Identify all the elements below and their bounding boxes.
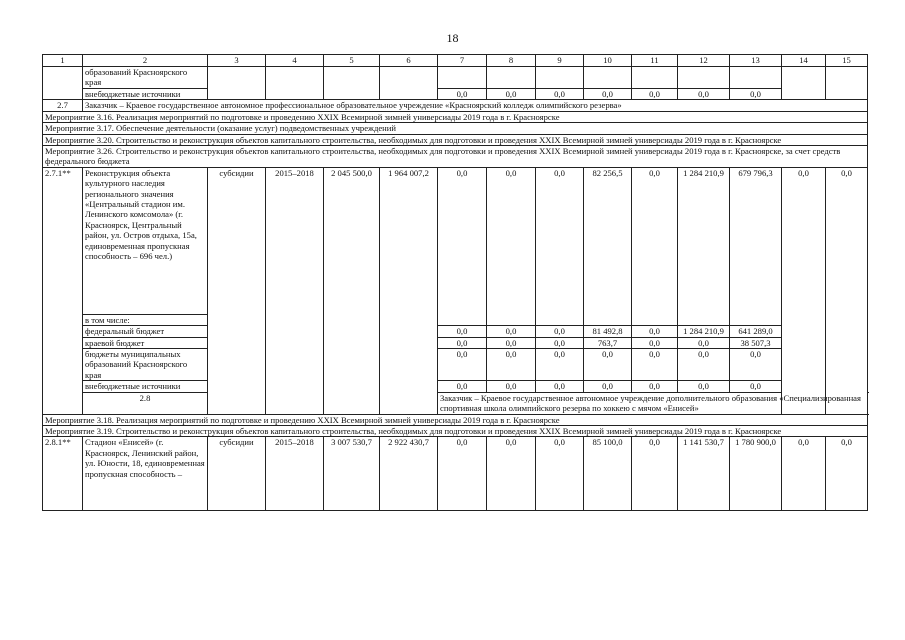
cell-value: 641 289,0 xyxy=(730,326,782,337)
cell-value: 0,0 xyxy=(536,437,584,511)
cell-value: 2 922 430,7 xyxy=(380,437,438,511)
object-row xyxy=(43,437,868,511)
cell-value: 38 507,3 xyxy=(730,337,782,348)
cell-value: 0,0 xyxy=(487,337,536,348)
column-header-row xyxy=(43,55,868,67)
column-header: 10 xyxy=(584,55,632,67)
cell-value: 0,0 xyxy=(536,167,584,314)
cell-value: 0,0 xyxy=(678,381,730,392)
measure-title: Мероприятие 3.17. Обеспечение деятельности (оказание услуг) подведомственных учреждений xyxy=(43,123,868,134)
cell-value: 0,0 xyxy=(536,349,584,381)
cell-value: 1 141 530,7 xyxy=(678,437,730,511)
table-row xyxy=(43,349,868,381)
measure-title: Мероприятие 3.20. Строительство и реконструкция объектов капитального строительства, необходимых для подготовки и проведения XXIX Всемирной зимней универсиады 2019 года в г. Красноярске xyxy=(43,134,868,145)
section-row xyxy=(43,100,868,111)
section-row xyxy=(43,392,868,414)
section-number: 2.8 xyxy=(83,392,208,414)
column-header: 4 xyxy=(266,55,324,67)
cell-value: 0,0 xyxy=(632,326,678,337)
row-label: внебюджетные источники xyxy=(83,381,208,392)
cell-value: 0,0 xyxy=(632,349,678,381)
section-title: Заказчик – Краевое государственное автономное профессиональное образовательное учреждение «Красноярский колледж олимпийского резерва» xyxy=(83,100,868,111)
cell-value: 81 492,8 xyxy=(584,326,632,337)
cell-value: 1 780 900,0 xyxy=(730,437,782,511)
cell-value: 0,0 xyxy=(584,349,632,381)
cell-value: 0,0 xyxy=(487,326,536,337)
cell-value: 0,0 xyxy=(730,349,782,381)
cell-value: 0,0 xyxy=(487,349,536,381)
cell-value: 0,0 xyxy=(487,381,536,392)
cell-value: 1 964 007,2 xyxy=(380,167,438,414)
cell-value: 0,0 xyxy=(584,381,632,392)
column-header: 14 xyxy=(782,55,826,67)
cell-value: 85 100,0 xyxy=(584,437,632,511)
table-row xyxy=(43,89,868,100)
table-row xyxy=(43,381,868,392)
column-header: 3 xyxy=(208,55,266,67)
column-header: 11 xyxy=(632,55,678,67)
measure-row xyxy=(43,425,868,436)
cell-value: 0,0 xyxy=(536,89,584,100)
cell-value: 0,0 xyxy=(438,381,487,392)
cell-value: 3 007 530,7 xyxy=(324,437,380,511)
cell-value: 0,0 xyxy=(536,381,584,392)
funding-type: субсидии xyxy=(208,167,266,414)
cell-value: 679 796,3 xyxy=(730,167,782,314)
measure-row xyxy=(43,134,868,145)
period: 2015–2018 xyxy=(266,437,324,511)
cell-value: 0,0 xyxy=(782,167,826,414)
column-header: 1 xyxy=(43,55,83,67)
cell-value: 0,0 xyxy=(632,167,678,314)
measure-row xyxy=(43,123,868,134)
period: 2015–2018 xyxy=(266,167,324,414)
object-name: Стадион «Енисей» (г. Красноярск, Ленинский район, ул. Юности, 18, единовременная пропускная способность – xyxy=(83,437,208,511)
table-row xyxy=(43,314,868,325)
measure-title: Мероприятие 3.26. Строительство и реконструкция объектов капитального строительства, необходимых для подготовки и проведения XXIX Всемирной зимней универсиады 2019 года в г. Красноярске, за счет средств федерального бюджета xyxy=(43,146,868,168)
column-header: 12 xyxy=(678,55,730,67)
cell-value: 0,0 xyxy=(536,326,584,337)
column-header: 6 xyxy=(380,55,438,67)
section-title: Заказчик – Краевое государственное автономное учреждение дополнительного образования «Специализированная спортивная школа олимпийского резерва по хоккею с мячом «Енисей» xyxy=(438,392,868,414)
cell-value: 0,0 xyxy=(678,89,730,100)
cell-value: 82 256,5 xyxy=(584,167,632,314)
column-header: 15 xyxy=(826,55,868,67)
table-row xyxy=(43,67,868,89)
cell-value: 0,0 xyxy=(438,349,487,381)
object-name: Реконструкция объекта культурного наследия регионального значения «Центральный стадион им. Ленинского комсомола» (г. Красноярск, Центральный район, ул. Остров отдыха, 15а, единовременная пропускная способность – 696 чел.) xyxy=(83,167,208,314)
section-number: 2.7 xyxy=(43,100,83,111)
object-number: 2.7.1** xyxy=(43,167,83,414)
object-row xyxy=(43,167,868,314)
measure-title: Мероприятие 3.18. Реализация мероприятий по подготовке и проведению XXIX Всемирной зимней универсиады 2019 года в г. Красноярске xyxy=(43,414,868,425)
measure-row xyxy=(43,414,868,425)
row-label: бюджеты муниципальных образований Красноярского края xyxy=(83,349,208,381)
cell-value: 0,0 xyxy=(536,337,584,348)
cell-value: 0,0 xyxy=(632,381,678,392)
measure-title: Мероприятие 3.16. Реализация мероприятий по подготовке и проведению XXIX Всемирной зимней универсиады 2019 года в г. Красноярске xyxy=(43,111,868,122)
cell-value: 0,0 xyxy=(678,349,730,381)
cell-value: 0,0 xyxy=(438,167,487,314)
object-number: 2.8.1** xyxy=(43,437,83,511)
row-label: образований Красноярского края xyxy=(83,67,208,89)
row-label: в том числе: xyxy=(83,314,208,325)
column-header: 9 xyxy=(536,55,584,67)
cell-value: 0,0 xyxy=(730,381,782,392)
cell-value: 1 284 210,9 xyxy=(678,326,730,337)
cell-value: 0,0 xyxy=(487,89,536,100)
cell-value: 763,7 xyxy=(584,337,632,348)
page-number: 18 xyxy=(446,31,459,45)
measure-title: Мероприятие 3.19. Строительство и реконструкция объектов капитального строительства, необходимых для подготовки и проведения XXIX Всемирной зимней универсиады 2019 года в г. Красноярске xyxy=(43,425,868,436)
column-header: 13 xyxy=(730,55,782,67)
table-row xyxy=(43,337,868,348)
funding-type: субсидии xyxy=(208,437,266,511)
row-label: федеральный бюджет xyxy=(83,326,208,337)
cell-value: 0,0 xyxy=(438,89,487,100)
cell-value: 0,0 xyxy=(678,337,730,348)
cell-value: 0,0 xyxy=(826,437,868,511)
table-row xyxy=(43,326,868,337)
cell-value: 0,0 xyxy=(487,167,536,314)
cell-value: 0,0 xyxy=(438,326,487,337)
cell-value: 0,0 xyxy=(438,437,487,511)
cell-value: 0,0 xyxy=(782,437,826,511)
cell-value: 0,0 xyxy=(730,89,782,100)
cell-value: 0,0 xyxy=(632,89,678,100)
column-header: 2 xyxy=(83,55,208,67)
cell-value: 0,0 xyxy=(632,337,678,348)
cell-value: 0,0 xyxy=(632,437,678,511)
measure-row xyxy=(43,146,868,168)
cell-value: 1 284 210,9 xyxy=(678,167,730,314)
measure-row xyxy=(43,111,868,122)
column-header: 8 xyxy=(487,55,536,67)
cell-value: 0,0 xyxy=(826,167,868,414)
column-header: 5 xyxy=(324,55,380,67)
cell-value: 0,0 xyxy=(438,337,487,348)
column-header: 7 xyxy=(438,55,487,67)
row-label: внебюджетные источники xyxy=(83,89,208,100)
cell-value: 0,0 xyxy=(584,89,632,100)
row-label: краевой бюджет xyxy=(83,337,208,348)
budget-table xyxy=(42,54,868,511)
cell-value: 2 045 500,0 xyxy=(324,167,380,414)
cell-value: 0,0 xyxy=(487,437,536,511)
